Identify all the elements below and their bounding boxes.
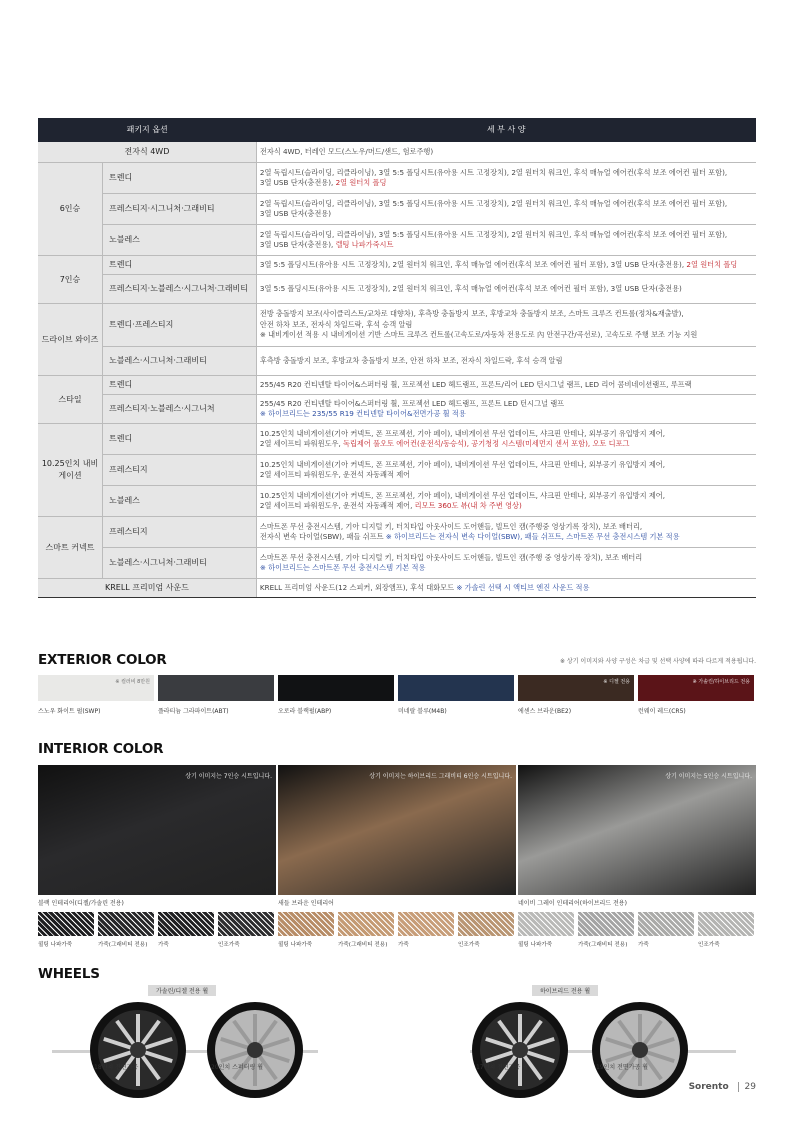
material-label: 인조가죽 — [458, 942, 480, 948]
color-swatch[interactable] — [398, 675, 514, 701]
wheels-title: WHEELS — [38, 966, 100, 982]
group-drive: 드라이브 와이즈 — [38, 304, 103, 376]
wheel-tag-hybrid: 하이브리드 전용 휠 — [532, 985, 598, 996]
photo-caption: 상기 이미지는 7인승 시트입니다. — [185, 773, 272, 780]
row-navi-prestige — [38, 455, 756, 486]
trim-label: 노블레스·시그니처·그래비티 — [103, 347, 257, 376]
row-detail: 10.25인치 내비게이션(기아 커넥트, 폰 프로젝션, 기아 페이), 내비게이션 무선 업데이트, 샤크핀 안테나, 외부공기 유입방지 제어, 2열 세이프티 파워윈도우, 운전석 자동쾌적 제어 — [256, 455, 756, 486]
row-detail: 255/45 R20 컨티넨탈 타이어&스퍼터링 휠, 프로젝션 LED 헤드램프, 프론트 LED 턴시그널 램프 ※ 하이브리드는 235/55 R19 컨티넨탈 타이어&전면가공 휠 적용 — [256, 395, 756, 424]
material-label: 가죽 — [158, 942, 169, 948]
awd-detail: 전자식 4WD, 터레인 모드(스노우/머드/샌드, 험로주행) — [256, 142, 756, 163]
material-tile[interactable] — [398, 912, 454, 936]
material-tile[interactable] — [278, 912, 334, 936]
row-navi-trendy — [38, 424, 756, 455]
row-detail: 스마트폰 무선 충전시스템, 기아 디지털 키, 터치타입 아웃사이드 도어핸들, 빌트인 캠(주행중 영상기록 장치), 보조 배터리, 전자식 변속 다이얼(SBW), 패들 쉬프트 ※ 하이브리드는 전자식 변속 다이얼(SBW), 패들 쉬프트, 스마트폰 무선 충전시스템 기본 적용 — [256, 517, 756, 548]
table-header — [38, 118, 756, 142]
trim-label: 노블레스·시그니처·그래비티 — [103, 548, 257, 579]
group-smart: 스마트 커넥트 — [38, 517, 103, 579]
color-swatch[interactable] — [278, 675, 394, 701]
trim-label: 프레스티지·시그니처·그래비티 — [103, 194, 257, 225]
row-drive-noblesse — [38, 347, 756, 376]
page-number: 29 — [738, 1082, 756, 1092]
material-tile[interactable] — [158, 912, 214, 936]
row-navi-noblesse — [38, 486, 756, 517]
swatch-tag: ※ 디젤 전용 — [603, 679, 630, 685]
wheel-label: 19인치 전면가공 휠 — [596, 1064, 649, 1071]
material-label: 인조가죽 — [218, 942, 240, 948]
material-tile[interactable] — [458, 912, 514, 936]
wheel-image — [88, 1000, 188, 1104]
photo-caption: 상기 이미지는 하이브리드 그래비티 6인승 시트입니다. — [369, 773, 512, 780]
trim-label: 노블레스 — [103, 486, 257, 517]
group-7seat: 7인승 — [38, 256, 103, 304]
row-detail: 후측방 충돌방지 보조, 후방교차 충돌방지 보조, 안전 하차 보조, 전자식 차일드락, 후석 승객 알림 — [256, 347, 756, 376]
material-label: 가죽(그래비티 전용) — [98, 942, 148, 948]
material-label: 퀼팅 나파가죽 — [518, 942, 553, 948]
wheel-image — [205, 1000, 305, 1104]
row-detail: 10.25인치 내비게이션(기아 커넥트, 폰 프로젝션, 기아 페이), 내비게이션 무선 업데이트, 샤크핀 안테나, 외부공기 유입방지 제어, 2열 세이프티 파워윈도우, 운전석 자동쾌적 제어, 리모트 360도 뷰(내 차 주변 영상) — [256, 486, 756, 517]
color-swatch-label: 플라티늄 그라파이트(ABT) — [158, 708, 229, 715]
material-label: 인조가죽 — [698, 942, 720, 948]
wheel-label: 18인치 전면가공 휠 — [94, 1064, 147, 1071]
material-label: 퀼팅 나파가죽 — [278, 942, 313, 948]
trim-label: 트렌디 — [103, 163, 257, 194]
material-label: 가죽(그래비티 전용) — [578, 942, 628, 948]
color-swatch-label: 에센스 브라운(BE2) — [518, 708, 572, 715]
wheel-tag-gasoline: 가솔린/디젤 전용 휠 — [148, 985, 216, 996]
exterior-title: EXTERIOR COLOR — [38, 652, 167, 668]
row-style-prestige — [38, 395, 756, 424]
wheel-label: 17인치 전면가공 휠 — [476, 1064, 529, 1071]
spec-table — [38, 118, 756, 598]
row-6seat-prestige — [38, 194, 756, 225]
color-swatch-label: 미네랄 블루(M4B) — [398, 708, 447, 715]
awd-label: 전자식 4WD — [38, 142, 256, 163]
interior-label: 네이비 그레이 인테리어(하이브리드 전용) — [518, 900, 627, 907]
row-7seat-trendy — [38, 256, 756, 275]
row-smart-prestige — [38, 517, 756, 548]
material-label: 가죽 — [638, 942, 649, 948]
color-swatch-label: 오로라 블랙펄(ABP) — [278, 708, 332, 715]
row-detail: 10.25인치 내비게이션(기아 커넥트, 폰 프로젝션, 기아 페이), 내비게이션 무선 업데이트, 샤크핀 안테나, 외부공기 유입방지 제어, 2열 세이프티 파워윈도우, 독립제어 풀오토 에어컨(운전석/동승석), 공기청정 시스템(미세먼지 센서 포함), 오토 디포그 — [256, 424, 756, 455]
row-detail: 3열 5:5 폴딩시트(유아용 시트 고정장치), 2열 원터치 워크인, 후석 매뉴얼 에어컨(후석 보조 에어컨 필터 포함), 3열 USB 단자(충전용), 2열 원터치 폴딩 — [256, 256, 756, 275]
color-swatch[interactable] — [158, 675, 274, 701]
color-swatch[interactable] — [38, 675, 154, 701]
material-label: 퀼팅 나파가죽 — [38, 942, 73, 948]
row-detail: 전방 충돌방지 보조(사이클리스트/교차로 대향차), 후측방 충돌방지 보조, 후방교차 충돌방지 보조, 스마트 크루즈 컨트롤(정차&재출발), 안전 하차 보조, 전자식 차일드락, 후석 승객 알림 ※ 내비게이션 적용 시 내비게이션 기반 스마트 크루즈 컨트롤(고속도로/자동차 전용도로 內 안전구간/곡선로), 고속도로 주행 보조 기능 지원 — [256, 304, 756, 347]
group-6seat: 6인승 — [38, 163, 103, 256]
row-detail: KRELL 프리미엄 사운드(12 스피커, 외장앰프), 후석 대화모드 ※ 가솔린 선택 시 액티브 엔진 사운드 적용 — [256, 579, 756, 598]
interior-title: INTERIOR COLOR — [38, 741, 164, 757]
row-smart-noblesse — [38, 548, 756, 579]
material-tile[interactable] — [638, 912, 694, 936]
row-6seat-trendy — [38, 163, 756, 194]
header-detail: 세 부 사 양 — [256, 118, 756, 142]
interior-label: 새들 브라운 인테리어 — [278, 900, 334, 907]
wheel-image — [590, 1000, 690, 1104]
row-detail: 2열 독립시트(슬라이딩, 리클라이닝), 3열 5:5 폴딩시트(유아용 시트 고정장치), 2열 원터치 워크인, 후석 매뉴얼 에어컨(후석 보조 에어컨 필터 포함), 3열 USB 단자(충전용), 2열 원터치 폴딩 — [256, 163, 756, 194]
row-style-trendy — [38, 376, 756, 395]
swatch-tag: ※ 컬러비 8만원 — [115, 679, 150, 685]
material-tile[interactable] — [578, 912, 634, 936]
interior-label: 블랙 인테리어(디젤/가솔린 전용) — [38, 900, 124, 907]
material-tile[interactable] — [38, 912, 94, 936]
trim-label: 프레스티지·노블레스·시그니처 — [103, 395, 257, 424]
row-7seat-other — [38, 275, 756, 304]
group-style: 스타일 — [38, 376, 103, 424]
trim-label: 프레스티지·노블레스·시그니처·그래비티 — [103, 275, 257, 304]
trim-label: 트렌디 — [103, 424, 257, 455]
row-awd — [38, 142, 756, 163]
exterior-note: ※ 상기 이미지와 사양 구성은 차급 및 선택 사양에 따라 다르게 적용됩니다. — [560, 658, 756, 665]
krell-label: KRELL 프리미엄 사운드 — [38, 579, 256, 598]
group-navi: 10.25인치 내비게이션 — [38, 424, 103, 517]
interior-photo — [518, 765, 756, 895]
photo-caption: 상기 이미지는 5인승 시트입니다. — [665, 773, 752, 780]
interior-photo — [38, 765, 276, 895]
wheel-label: 20인치 스퍼터링 휠 — [211, 1064, 264, 1071]
trim-label: 트렌디 — [103, 256, 257, 275]
color-swatch-label: 스노우 화이트 펄(SWP) — [38, 708, 101, 715]
material-tile[interactable] — [218, 912, 274, 936]
swatch-tag: ※ 가솔린/하이브리드 전용 — [692, 679, 750, 685]
interior-photo — [278, 765, 516, 895]
trim-label: 프레스티지 — [103, 517, 257, 548]
row-detail: 2열 독립시트(슬라이딩, 리클라이닝), 3열 5:5 폴딩시트(유아용 시트 고정장치), 2열 원터치 워크인, 후석 매뉴얼 에어컨(후석 보조 에어컨 필터 포함), 3열 USB 단자(충전용), 렐팅 나파가죽시트 — [256, 225, 756, 256]
color-swatch[interactable] — [518, 675, 634, 701]
material-tile[interactable] — [518, 912, 574, 936]
row-krell — [38, 579, 756, 598]
material-tile[interactable] — [338, 912, 394, 936]
trim-label: 프레스티지 — [103, 455, 257, 486]
trim-label: 트렌디 — [103, 376, 257, 395]
trim-label: 노블레스 — [103, 225, 257, 256]
row-drive-trendy — [38, 304, 756, 347]
footer — [689, 1082, 756, 1092]
row-detail: 2열 독립시트(슬라이딩, 리클라이닝), 3열 5:5 폴딩시트(유아용 시트 고정장치), 2열 원터치 워크인, 후석 매뉴얼 에어컨(후석 보조 에어컨 필터 포함), 3열 USB 단자(충전용) — [256, 194, 756, 225]
footer-brand: Sorento — [688, 1082, 729, 1092]
material-tile[interactable] — [698, 912, 754, 936]
row-detail: 스마트폰 무선 충전시스템, 기아 디지털 키, 터치타입 아웃사이드 도어핸들, 빌트인 캠(주행 중 영상기록 장치), 보조 배터리 ※ 하이브리드는 스마트폰 무선 충전시스템 기본 적용 — [256, 548, 756, 579]
row-detail: 3열 5:5 폴딩시트(유아용 시트 고정장치), 2열 원터치 워크인, 후석 매뉴얼 에어컨(후석 보조 에어컨 필터 포함), 3열 USB 단자(충전용) — [256, 275, 756, 304]
row-6seat-noblesse — [38, 225, 756, 256]
material-label: 가죽(그래비티 전용) — [338, 942, 388, 948]
material-tile[interactable] — [98, 912, 154, 936]
header-package: 패키지 옵션 — [38, 118, 256, 142]
color-swatch[interactable] — [638, 675, 754, 701]
row-detail: 255/45 R20 컨티넨탈 타이어&스퍼터링 휠, 프로젝션 LED 헤드램프, 프론트/리어 LED 턴시그널 램프, LED 리어 콤비네이션램프, 루프랙 — [256, 376, 756, 395]
wheel-image — [470, 1000, 570, 1104]
trim-label: 트렌디·프레스티지 — [103, 304, 257, 347]
material-label: 가죽 — [398, 942, 409, 948]
color-swatch-label: 런웨이 레드(CR5) — [638, 708, 686, 715]
